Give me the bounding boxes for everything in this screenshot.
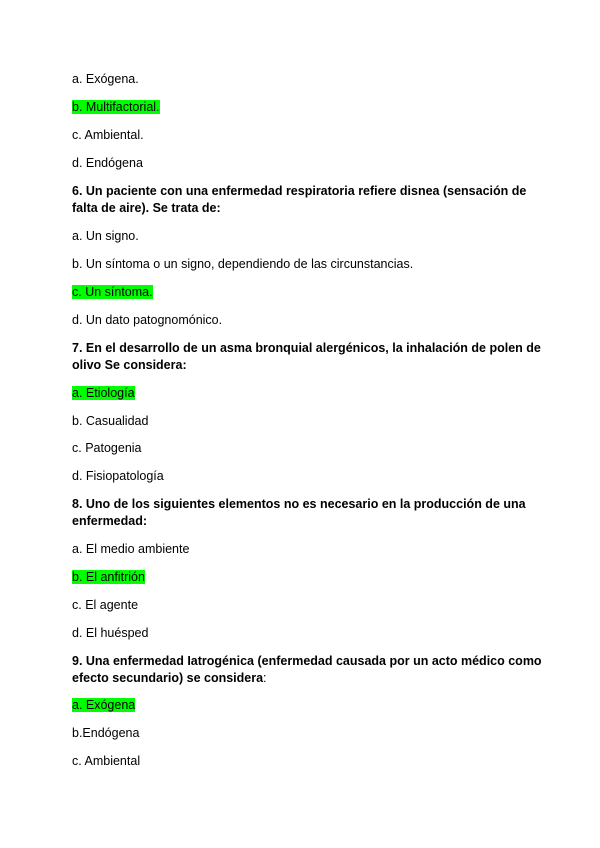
q7-question-line2: olivo Se considera: xyxy=(72,358,187,372)
q9-question-line2-text: efecto secundario) se considera xyxy=(72,671,264,685)
q8-option-a: a. El medio ambiente xyxy=(72,542,190,556)
q8-option-c: c. El agente xyxy=(72,598,139,612)
q9-question-line2 xyxy=(72,670,267,686)
q7-question-line1: 7. En el desarrollo de un asma bronquial alergénicos, la inhalación de polen de xyxy=(72,341,541,355)
q9-question-line2-colon: : xyxy=(263,671,267,685)
q6-option-b: b. Un síntoma o un signo, dependiendo de las circunstancias. xyxy=(72,257,414,271)
q5-option-b-answer: b. Multifactorial. xyxy=(72,100,160,114)
q7-option-b: b. Casualidad xyxy=(72,414,149,428)
q8-question-line1: 8. Uno de los siguientes elementos no es necesario en la producción de una xyxy=(72,497,526,511)
q9-option-c: c. Ambiental xyxy=(72,754,141,768)
q5-option-d: d. Endógena xyxy=(72,156,143,170)
q6-option-c-answer: c. Un síntoma. xyxy=(72,285,153,299)
q6-question-line1: 6. Un paciente con una enfermedad respiratoria refiere disnea (sensación de xyxy=(72,184,527,198)
q6-option-d: d. Un dato patognomónico. xyxy=(72,313,223,327)
q8-question-line2: enfermedad: xyxy=(72,514,148,528)
q6-question-line2: falta de aire). Se trata de: xyxy=(72,201,221,215)
q7-option-c: c. Patogenia xyxy=(72,441,142,455)
q8-option-d: d. El huésped xyxy=(72,626,149,640)
q5-option-a: a. Exógena. xyxy=(72,72,139,86)
q7-option-a-answer: a. Etiología xyxy=(72,386,135,400)
q8-option-b-answer: b. El anfitrión xyxy=(72,570,145,584)
q9-option-a-answer: a. Exógena xyxy=(72,698,136,712)
q5-option-c: c. Ambiental. xyxy=(72,128,144,142)
q7-option-d: d. Fisiopatología xyxy=(72,469,164,483)
q6-option-a: a. Un signo. xyxy=(72,229,139,243)
q9-option-b: b.Endógena xyxy=(72,726,140,740)
q9-question-line1: 9. Una enfermedad Iatrogénica (enfermedad causada por un acto médico como xyxy=(72,654,542,668)
